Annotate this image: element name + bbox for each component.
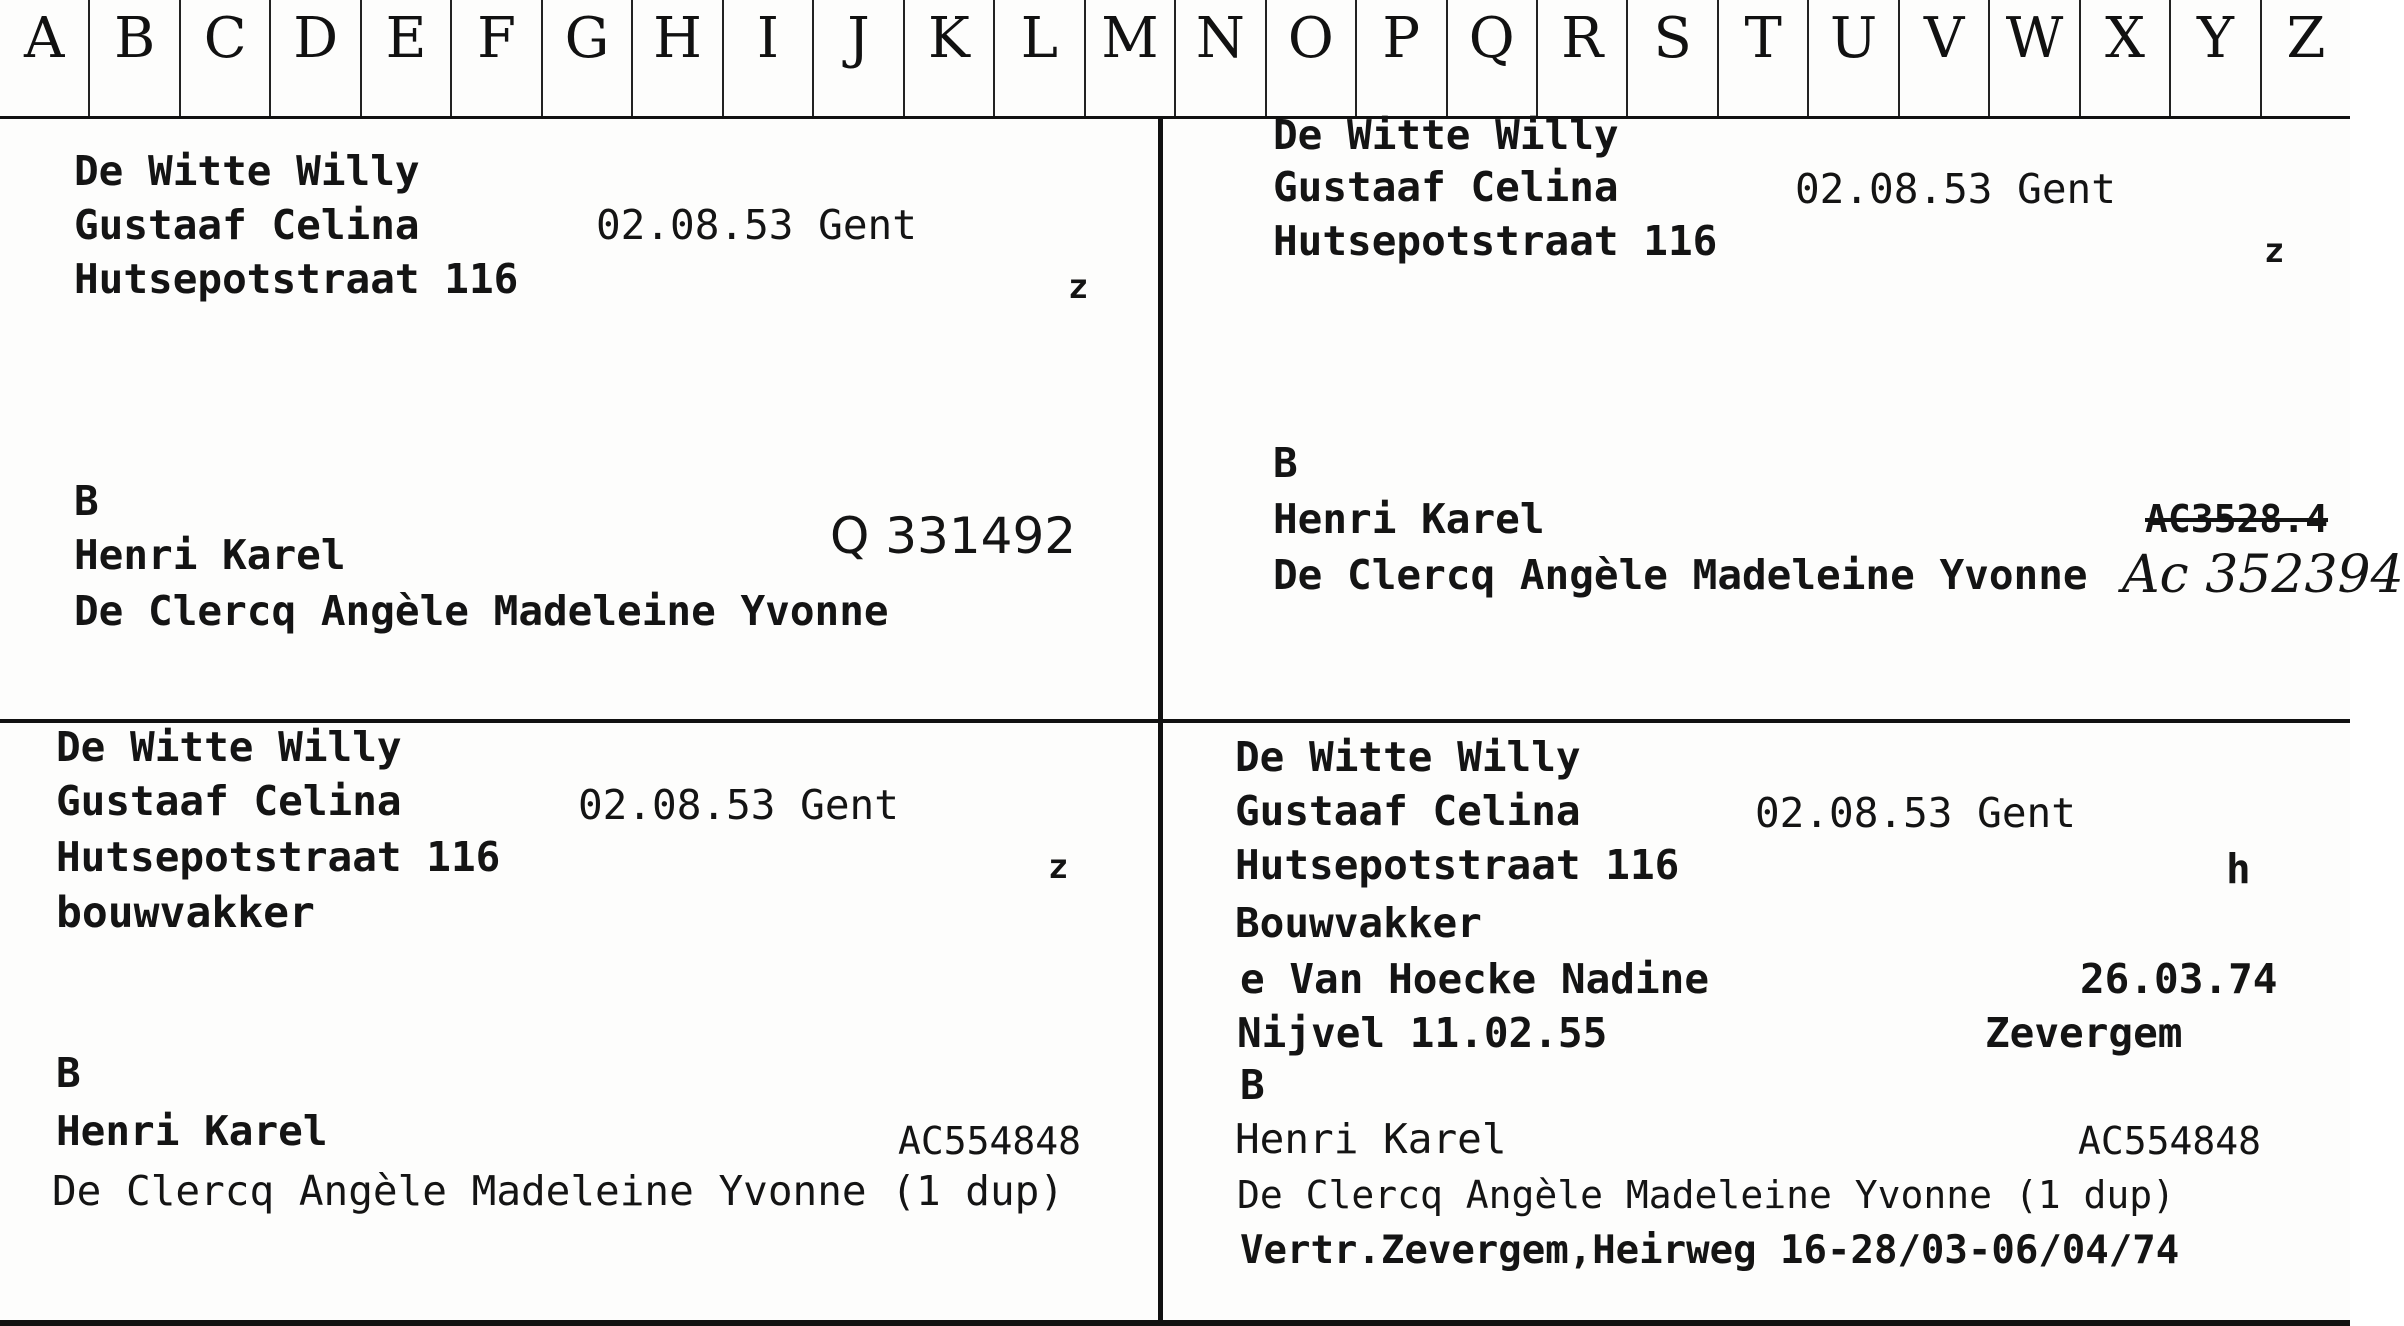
alpha-tab[interactable]	[1086, 0, 1176, 116]
alpha-tab[interactable]	[633, 0, 723, 116]
father-given-names: Henri Karel	[74, 531, 346, 579]
alpha-letter: H	[653, 6, 702, 71]
status-code: z	[2264, 231, 2285, 271]
birth-date-place: 02.08.53 Gent	[578, 781, 899, 829]
mother-name: De Clercq Angèle Madeleine Yvonne	[74, 587, 889, 635]
alpha-letter: R	[1561, 6, 1604, 71]
mother-name: De Clercq Angèle Madeleine Yvonne	[1273, 551, 2088, 599]
category-code: B	[74, 477, 99, 525]
alpha-tab[interactable]	[1628, 0, 1718, 116]
street-address: Hutsepotstraat 116	[1235, 841, 1680, 889]
card-bottom-border	[0, 1320, 1158, 1326]
birth-date-place: 02.08.53 Gent	[596, 201, 917, 249]
person-name: De Witte Willy	[1273, 111, 1619, 159]
alpha-tab[interactable]	[1990, 0, 2080, 116]
category-code: B	[1240, 1061, 1265, 1109]
father-given-names: Henri Karel	[56, 1107, 328, 1155]
alpha-letter: X	[2105, 6, 2145, 71]
status-code: z	[1068, 267, 1089, 307]
alpha-tab[interactable]	[2081, 0, 2171, 116]
alpha-tab[interactable]	[90, 0, 180, 116]
alpha-tab[interactable]	[2262, 0, 2350, 116]
alpha-tab[interactable]	[1719, 0, 1809, 116]
alpha-letter: A	[24, 6, 65, 71]
alpha-letter: U	[1830, 6, 1878, 71]
alpha-letter: T	[1744, 6, 1782, 71]
street-address: Hutsepotstraat 116	[1273, 217, 1718, 265]
id-number: Q 331492	[830, 507, 1077, 565]
spouse-birth: Nijvel 11.02.55	[1237, 1009, 1608, 1057]
alpha-tab[interactable]	[362, 0, 452, 116]
birth-date-place: 02.08.53 Gent	[1795, 165, 2116, 213]
occupation: bouwvakker	[56, 888, 315, 938]
mother-name: De Clercq Angèle Madeleine Yvonne (1 dup)	[52, 1167, 1065, 1215]
alpha-tab[interactable]	[181, 0, 271, 116]
category-code: B	[1273, 439, 1298, 487]
alpha-letter: F	[477, 6, 516, 71]
alpha-letter: P	[1382, 6, 1421, 71]
alpha-letter: O	[1287, 6, 1334, 71]
alpha-letter: K	[928, 6, 970, 71]
parents-given-names: Gustaaf Celina	[1273, 163, 1619, 211]
alpha-letter: V	[1923, 6, 1965, 71]
id-number: AC554848	[2078, 1119, 2262, 1163]
struck-id-number: AC3528.4	[2145, 497, 2329, 541]
spouse-name: e Van Hoecke Nadine	[1240, 955, 1709, 1003]
alpha-letter: G	[564, 6, 610, 71]
alpha-letter: S	[1653, 6, 1692, 71]
alpha-letter: W	[2005, 6, 2064, 71]
alpha-tab[interactable]	[724, 0, 814, 116]
alpha-tab[interactable]	[1267, 0, 1357, 116]
alpha-letter: Q	[1468, 6, 1515, 71]
parents-given-names: Gustaaf Celina	[1235, 787, 1581, 835]
category-code: B	[56, 1049, 81, 1097]
alpha-tab[interactable]	[452, 0, 542, 116]
alpha-tab[interactable]	[543, 0, 633, 116]
card-bottom-border	[1163, 1320, 2350, 1326]
alpha-letter: N	[1195, 6, 1245, 71]
marriage-place: Zevergem	[1985, 1009, 2183, 1057]
alpha-tab[interactable]	[1809, 0, 1899, 116]
alpha-tab[interactable]	[2171, 0, 2261, 116]
alphabet-index-strip	[0, 0, 2350, 119]
alpha-tab[interactable]	[1448, 0, 1538, 116]
alpha-letter: B	[114, 6, 156, 71]
alpha-letter: E	[385, 6, 427, 71]
alpha-tab[interactable]	[1176, 0, 1266, 116]
alpha-letter: Z	[2286, 6, 2326, 71]
alpha-letter: M	[1101, 6, 1159, 71]
status-code: h	[2226, 845, 2251, 893]
status-code: z	[1048, 847, 1069, 887]
card-divider-horizontal	[1163, 719, 2350, 723]
parents-given-names: Gustaaf Celina	[56, 777, 402, 825]
birth-date-place: 02.08.53 Gent	[1755, 789, 2076, 837]
person-name: De Witte Willy	[74, 147, 420, 195]
alpha-tab[interactable]	[905, 0, 995, 116]
alpha-letter: D	[293, 6, 339, 71]
person-name: De Witte Willy	[56, 723, 402, 771]
relocation-note: Vertr.Zevergem,Heirweg 16-28/03-06/04/74	[1240, 1228, 2180, 1273]
alpha-letter: I	[756, 6, 780, 71]
alpha-letter: J	[847, 6, 870, 71]
street-address: Hutsepotstraat 116	[74, 255, 519, 303]
alpha-tab[interactable]	[1538, 0, 1628, 116]
parents-given-names: Gustaaf Celina	[74, 201, 420, 249]
alpha-tab[interactable]	[0, 0, 90, 116]
alpha-tab[interactable]	[814, 0, 904, 116]
alpha-letter: Y	[2197, 6, 2234, 71]
street-address: Hutsepotstraat 116	[56, 833, 501, 881]
marriage-date: 26.03.74	[2080, 955, 2278, 1003]
handwritten-id-number: Ac 352394	[2122, 545, 2404, 605]
occupation: Bouwvakker	[1235, 899, 1482, 947]
father-given-names: Henri Karel	[1235, 1115, 1507, 1163]
father-given-names: Henri Karel	[1273, 495, 1545, 543]
alpha-tab[interactable]	[271, 0, 361, 116]
mother-name: De Clercq Angèle Madeleine Yvonne (1 dup)	[1237, 1173, 2175, 1217]
alpha-tab[interactable]	[1357, 0, 1447, 116]
person-name: De Witte Willy	[1235, 733, 1581, 781]
alpha-letter: C	[203, 6, 247, 71]
alpha-tab[interactable]	[995, 0, 1085, 116]
id-number: AC554848	[898, 1119, 1082, 1163]
alpha-letter: L	[1020, 6, 1058, 71]
alpha-tab[interactable]	[1900, 0, 1990, 116]
